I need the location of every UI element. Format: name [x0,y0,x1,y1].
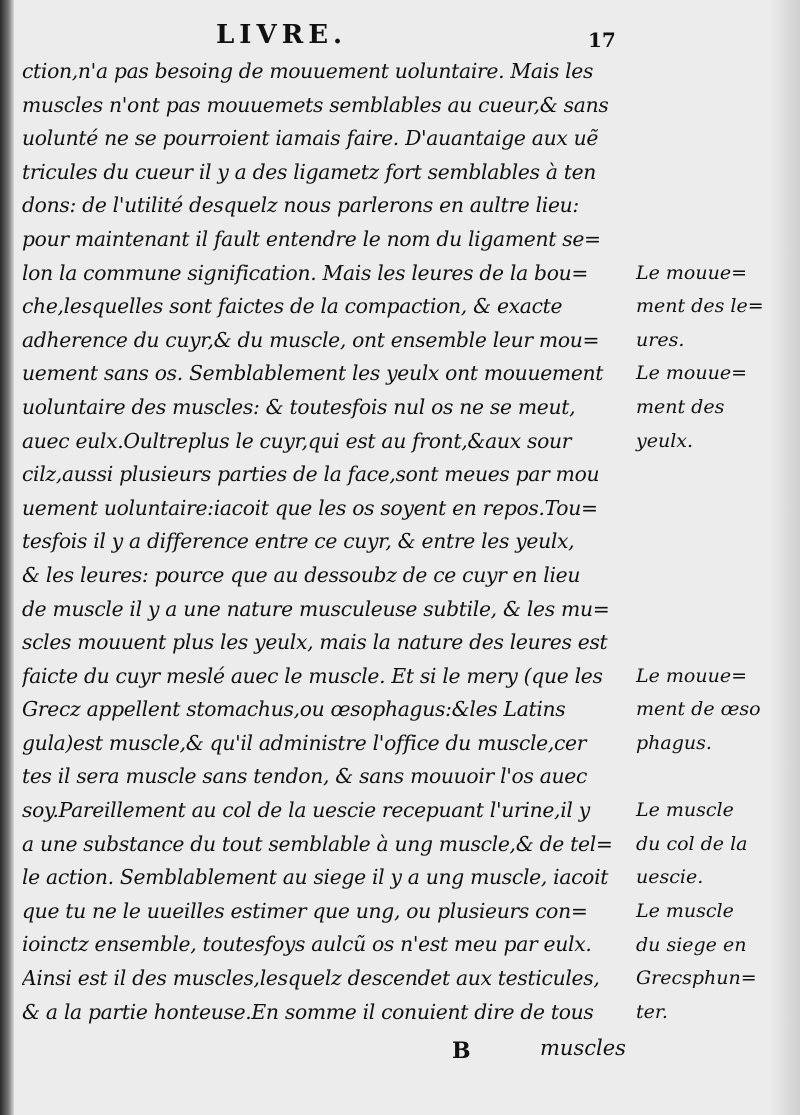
text-line: faicte du cuyr meslé auec le muscle. Et si le mery (que les [22,663,603,688]
margin-note-line: ures. [636,328,685,351]
margin-note [636,257,776,358]
margin-note-line: Le muscle [636,799,734,822]
text-line: pour maintenant il fault entendre le nom du ligament se= [22,226,601,251]
text-line: & a la partie honteuse.En somme il conuient dire de tous [22,999,594,1024]
margin-note-line: yeulx. [636,429,694,452]
text-line: que tu ne le uueilles estimer que ung, ou plusieurs con= [22,898,588,923]
margin-note-line: uescie. [636,866,704,889]
text-line: tesfois il y a difference entre ce cuyr, & entre les yeulx, [22,529,575,554]
text-line: ioinctz ensemble, toutesfoys aulcũ os n'est meu par eulx. [22,932,592,957]
margin-note-line: Grecsphun= [636,967,757,990]
text-line: tes il sera muscle sans tendon, & sans mouuoir l'os auec [22,764,588,789]
margin-note-line: ment des [636,395,725,418]
page-gutter [0,0,14,1115]
text-line: tricules du cueur il y a des ligametz fort semblables à ten [22,159,597,184]
text-line: soy.Pareillement au col de la uescie recepuant l'urine,il y [22,798,590,823]
main-text-block [22,55,630,1029]
text-line: Grecz appellent stomachus,ou œsophagus:&les Latins [22,697,566,722]
text-line: scles mouuent plus les yeulx, mais la nature des leures est [22,630,608,655]
text-line: gula)est muscle,& qu'il administre l'office du muscle,cer [22,730,587,755]
running-head: LIVRE. [216,20,348,50]
margin-note-line: phagus. [636,731,712,754]
signature-mark: B [452,1038,471,1064]
margin-note [636,660,776,761]
margin-note [636,895,776,1029]
margin-note-line: Le mouue= [636,261,747,284]
text-line: che,lesquelles sont faictes de la compaction, & exacte [22,294,563,319]
margin-note [636,357,776,458]
margin-note-line: Le mouue= [636,664,747,687]
text-line: auec eulx.Oultreplus le cuyr,qui est au front,&aux sour [22,428,572,453]
text-line: de muscle il y a une nature musculeuse subtile, & les mu= [22,596,610,621]
text-line: dons: de l'utilité desquelz nous parlerons en aultre lieu: [22,193,579,218]
catchword: muscles [540,1036,626,1060]
text-line: uement sans os. Semblablement les yeulx ont mouuement [22,361,604,386]
page-number: 17 [588,28,616,52]
text-line: le action. Semblablement au siege il y a ung muscle, iacoit [22,865,609,890]
text-line: cilz,aussi plusieurs parties de la face,sont meues par mou [22,462,600,487]
margin-note-line: ter. [636,1000,668,1023]
margin-note-line: Le mouue= [636,362,747,385]
text-line: uoluntaire des muscles: & toutesfois nul os ne se meut, [22,394,576,419]
text-line: uolunté ne se pourroient iamais faire. D'auantaige aux uẽ [22,126,599,151]
margin-note [636,794,776,895]
text-line: & les leures: pource que au dessoubz de ce cuyr en lieu [22,562,581,587]
margin-note-line: Le muscle [636,900,734,922]
text-line: Ainsi est il des muscles,lesquelz descendet aux testicules, [22,966,600,991]
text-line: muscles n'ont pas mouuemets semblables au cueur,& sans [22,92,609,117]
text-line: a une substance du tout semblable à ung muscle,& de tel= [22,831,613,856]
margin-note-line: ment des le= [636,295,764,318]
text-line: ction,n'a pas besoing de mouuement uoluntaire. Mais les [22,59,594,83]
margin-note-line: ment de œso [636,698,761,721]
margin-note-line: du siege en [636,933,747,956]
text-line: lon la commune signification. Mais les leures de la bou= [22,260,589,285]
text-line: uement uoluntaire:iacoit que les os soyent en repos.Tou= [22,495,598,520]
margin-note-line: du col de la [636,832,748,855]
text-line: adherence du cuyr,& du muscle, ont ensemble leur mou= [22,327,600,352]
